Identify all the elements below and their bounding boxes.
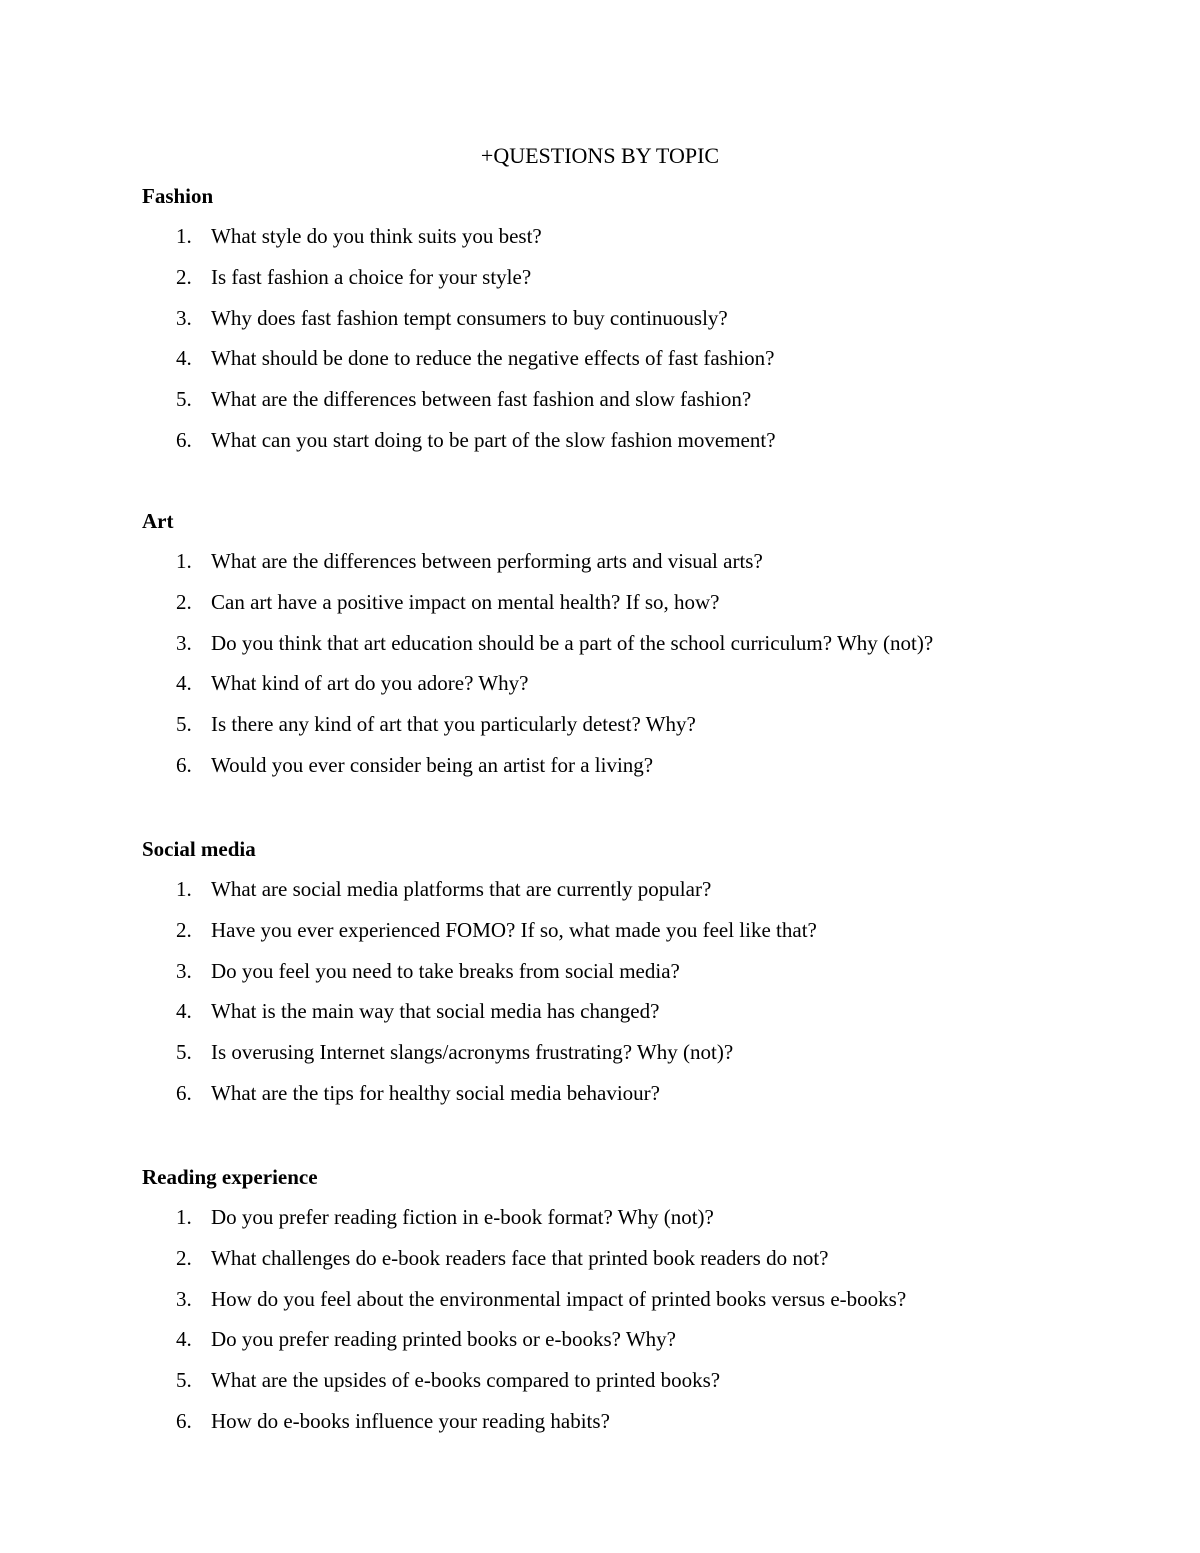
question-number: 6. [176, 752, 192, 777]
question-item [142, 546, 1142, 587]
question-text: Why does fast fashion tempt consumers to buy continuously? [211, 305, 728, 330]
question-number: 6. [176, 1408, 192, 1433]
question-text: What challenges do e-book readers face that printed book readers do not? [211, 1245, 829, 1270]
question-number: 5. [176, 712, 192, 737]
question-item [142, 874, 1142, 915]
question-item [142, 587, 1142, 628]
question-number: 2. [176, 917, 192, 942]
question-list [142, 221, 1142, 466]
question-number: 2. [176, 1245, 192, 1270]
question-text: What is the main way that social media has changed? [211, 999, 660, 1024]
question-item [142, 343, 1142, 384]
question-number: 1. [176, 224, 192, 248]
question-text: Is fast fashion a choice for your style? [211, 264, 532, 289]
question-item [142, 262, 1142, 303]
question-text: What should be done to reduce the negative effects of fast fashion? [211, 346, 775, 371]
question-number: 2. [176, 589, 192, 614]
question-text: Can art have a positive impact on mental health? If so, how? [211, 589, 720, 614]
question-item [142, 303, 1142, 344]
section-social-media [142, 834, 1142, 1119]
question-number: 6. [176, 1080, 192, 1105]
section-art [142, 506, 1142, 791]
question-item [142, 1078, 1142, 1119]
question-text: What are social media platforms that are currently popular? [211, 877, 712, 901]
question-number: 4. [176, 346, 192, 371]
question-item [142, 425, 1142, 466]
question-number: 3. [176, 958, 192, 983]
question-item [142, 1406, 1142, 1447]
section-fashion [142, 181, 1142, 466]
question-text: What are the upsides of e-books compared to printed books? [211, 1368, 721, 1393]
question-item [142, 1324, 1142, 1365]
question-text: Do you prefer reading fiction in e-book format? Why (not)? [211, 1205, 714, 1229]
question-number: 4. [176, 1327, 192, 1352]
question-text: Is overusing Internet slangs/acronyms frustrating? Why (not)? [211, 1040, 734, 1065]
question-number: 6. [176, 427, 192, 452]
question-text: What can you start doing to be part of the slow fashion movement? [211, 427, 776, 452]
question-item [142, 221, 1142, 262]
question-number: 1. [176, 877, 192, 901]
question-number: 2. [176, 264, 192, 289]
question-text: Do you feel you need to take breaks from social media? [211, 958, 680, 983]
question-text: How do e-books influence your reading habits? [211, 1408, 610, 1433]
section-heading: Art [142, 509, 174, 533]
question-number: 1. [176, 549, 192, 573]
question-item [142, 750, 1142, 791]
document-title: +QUESTIONS BY TOPIC [480, 143, 720, 168]
question-item [142, 668, 1142, 709]
question-text: Do you think that art education should be a part of the school curriculum? Why (not)? [211, 630, 934, 655]
question-item [142, 1365, 1142, 1406]
question-number: 5. [176, 387, 192, 412]
question-text: How do you feel about the environmental impact of printed books versus e-books? [211, 1286, 907, 1311]
section-heading: Fashion [142, 184, 214, 208]
question-item [142, 628, 1142, 669]
question-item [142, 996, 1142, 1037]
question-number: 5. [176, 1040, 192, 1065]
question-text: Would you ever consider being an artist for a living? [211, 752, 654, 777]
question-item [142, 1284, 1142, 1325]
question-text: What are the differences between performing arts and visual arts? [211, 549, 763, 573]
question-item [142, 1243, 1142, 1284]
question-number: 1. [176, 1205, 192, 1229]
question-number: 5. [176, 1368, 192, 1393]
section-reading-experience [142, 1162, 1142, 1447]
question-number: 3. [176, 305, 192, 330]
question-number: 4. [176, 671, 192, 696]
question-text: What are the differences between fast fashion and slow fashion? [211, 387, 752, 412]
question-item [142, 915, 1142, 956]
question-text: What style do you think suits you best? [211, 224, 542, 248]
question-item [142, 709, 1142, 750]
question-list [142, 874, 1142, 1119]
question-number: 4. [176, 999, 192, 1024]
section-heading: Reading experience [142, 1165, 318, 1189]
question-item [142, 1037, 1142, 1078]
question-item [142, 1202, 1142, 1243]
question-list [142, 546, 1142, 791]
question-item [142, 956, 1142, 997]
question-text: Have you ever experienced FOMO? If so, what made you feel like that? [211, 917, 817, 942]
section-heading: Social media [142, 837, 256, 861]
question-text: What kind of art do you adore? Why? [211, 671, 529, 696]
question-number: 3. [176, 1286, 192, 1311]
question-item [142, 384, 1142, 425]
question-list [142, 1202, 1142, 1447]
question-text: Do you prefer reading printed books or e-books? Why? [211, 1327, 676, 1352]
question-number: 3. [176, 630, 192, 655]
question-text: Is there any kind of art that you particularly detest? Why? [211, 712, 696, 737]
question-text: What are the tips for healthy social media behaviour? [211, 1080, 660, 1105]
